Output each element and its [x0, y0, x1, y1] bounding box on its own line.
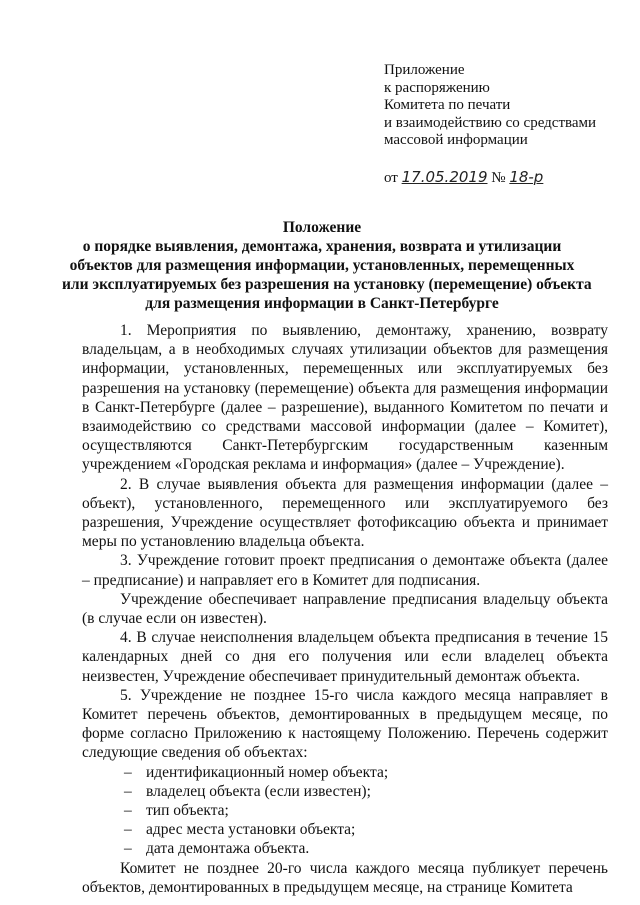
list-item	[82, 763, 608, 782]
appendix-line: и взаимодействию со средствами	[384, 114, 597, 131]
paragraph-5: 5. Учреждение не позднее 15-го числа каждого месяца направляет в Комитет перечень объектов, демонтированных в предыдущем месяце, по форме согласно Приложению к настоящему Положению. Перечень содержит следующие сведения об объектах:	[82, 686, 608, 762]
appendix-line: к распоряжению	[384, 79, 490, 96]
title-line: объектов для размещения информации, установленных, перемещенных	[69, 257, 575, 274]
date-prefix: от	[384, 170, 398, 186]
list-item-text: владелец объекта (если известен);	[146, 782, 371, 800]
paragraph-1: 1. Мероприятия по выявлению, демонтажу, хранению, возврату владельцам, а в необходимых случаях утилизации объектов для размещения информации, установленных, перемещенных или эксплуатируемых без разрешения на установку (перемещение) объекта для размещения информации в Санкт-Петербурге (далее – разрешение), выданного Комитетом по печати и взаимодействию со средствами массовой информации (далее – Комитет), осуществляются Санкт-Петербургским государственным казенным учреждением «Городская реклама и информация» (далее – Учреждение).	[82, 322, 608, 474]
list-item-text: тип объекта;	[146, 802, 229, 820]
list-item-text: дата демонтажа объекта.	[146, 840, 310, 858]
dash-glyph: –	[124, 782, 132, 800]
paragraph-4: 4. В случае неисполнения владельцем объекта предписания в течение 15 календарных дней со дня его получения или если владелец объекта неизвестен, Учреждение обеспечивает принудительный демонтаж объекта.	[82, 629, 608, 685]
title-line: или эксплуатируемых без разрешения на установку (перемещение) объекта	[62, 276, 592, 293]
appendix-header	[384, 62, 596, 150]
appendix-line: Приложение	[384, 62, 465, 78]
paragraph-3b: Учреждение обеспечивает направление предписания владельцу объекта (в случае если он известен).	[82, 590, 608, 628]
appendix-line: массовой информации	[384, 132, 528, 148]
date-number-line	[384, 168, 543, 187]
dash-glyph: –	[124, 840, 132, 858]
dash-glyph: –	[124, 802, 132, 820]
document-body	[82, 321, 608, 897]
number-label: №	[491, 170, 506, 186]
dash-glyph: –	[124, 821, 132, 839]
paragraph-6: Комитет не позднее 20-го числа каждого месяца публикует перечень объектов, демонтированных в предыдущем месяце, на странице Комитета	[82, 859, 608, 896]
list-item-text: адрес места установки объекта;	[146, 821, 356, 839]
document-title	[62, 218, 592, 313]
appendix-line: Комитета по печати	[384, 97, 511, 113]
list-item	[82, 801, 608, 820]
handwritten-number: 18-р	[509, 168, 544, 186]
list-item	[82, 820, 608, 839]
paragraph-2: 2. В случае выявления объекта для размещения информации (далее – объект), установленного, перемещенного или эксплуатируемого без разрешения, Учреждение осуществляет фотофиксацию объекта и принимает меры по установлению владельца объекта.	[82, 475, 608, 551]
object-details-list	[82, 763, 608, 859]
title-line: Положение	[282, 219, 362, 236]
list-item-text: идентификационный номер объекта;	[146, 763, 389, 781]
title-line: о порядке выявления, демонтажа, хранения, возврата и утилизации	[82, 238, 562, 255]
handwritten-date: 17.05.2019	[401, 168, 488, 186]
title-line: для размещения информации в Санкт-Петербурге	[145, 295, 499, 312]
list-item	[82, 782, 608, 801]
list-item	[82, 839, 608, 858]
dash-glyph: –	[124, 763, 132, 781]
paragraph-3: 3. Учреждение готовит проект предписания о демонтаже объекта (далее – предписание) и направляет его в Комитет для подписания.	[82, 552, 608, 589]
